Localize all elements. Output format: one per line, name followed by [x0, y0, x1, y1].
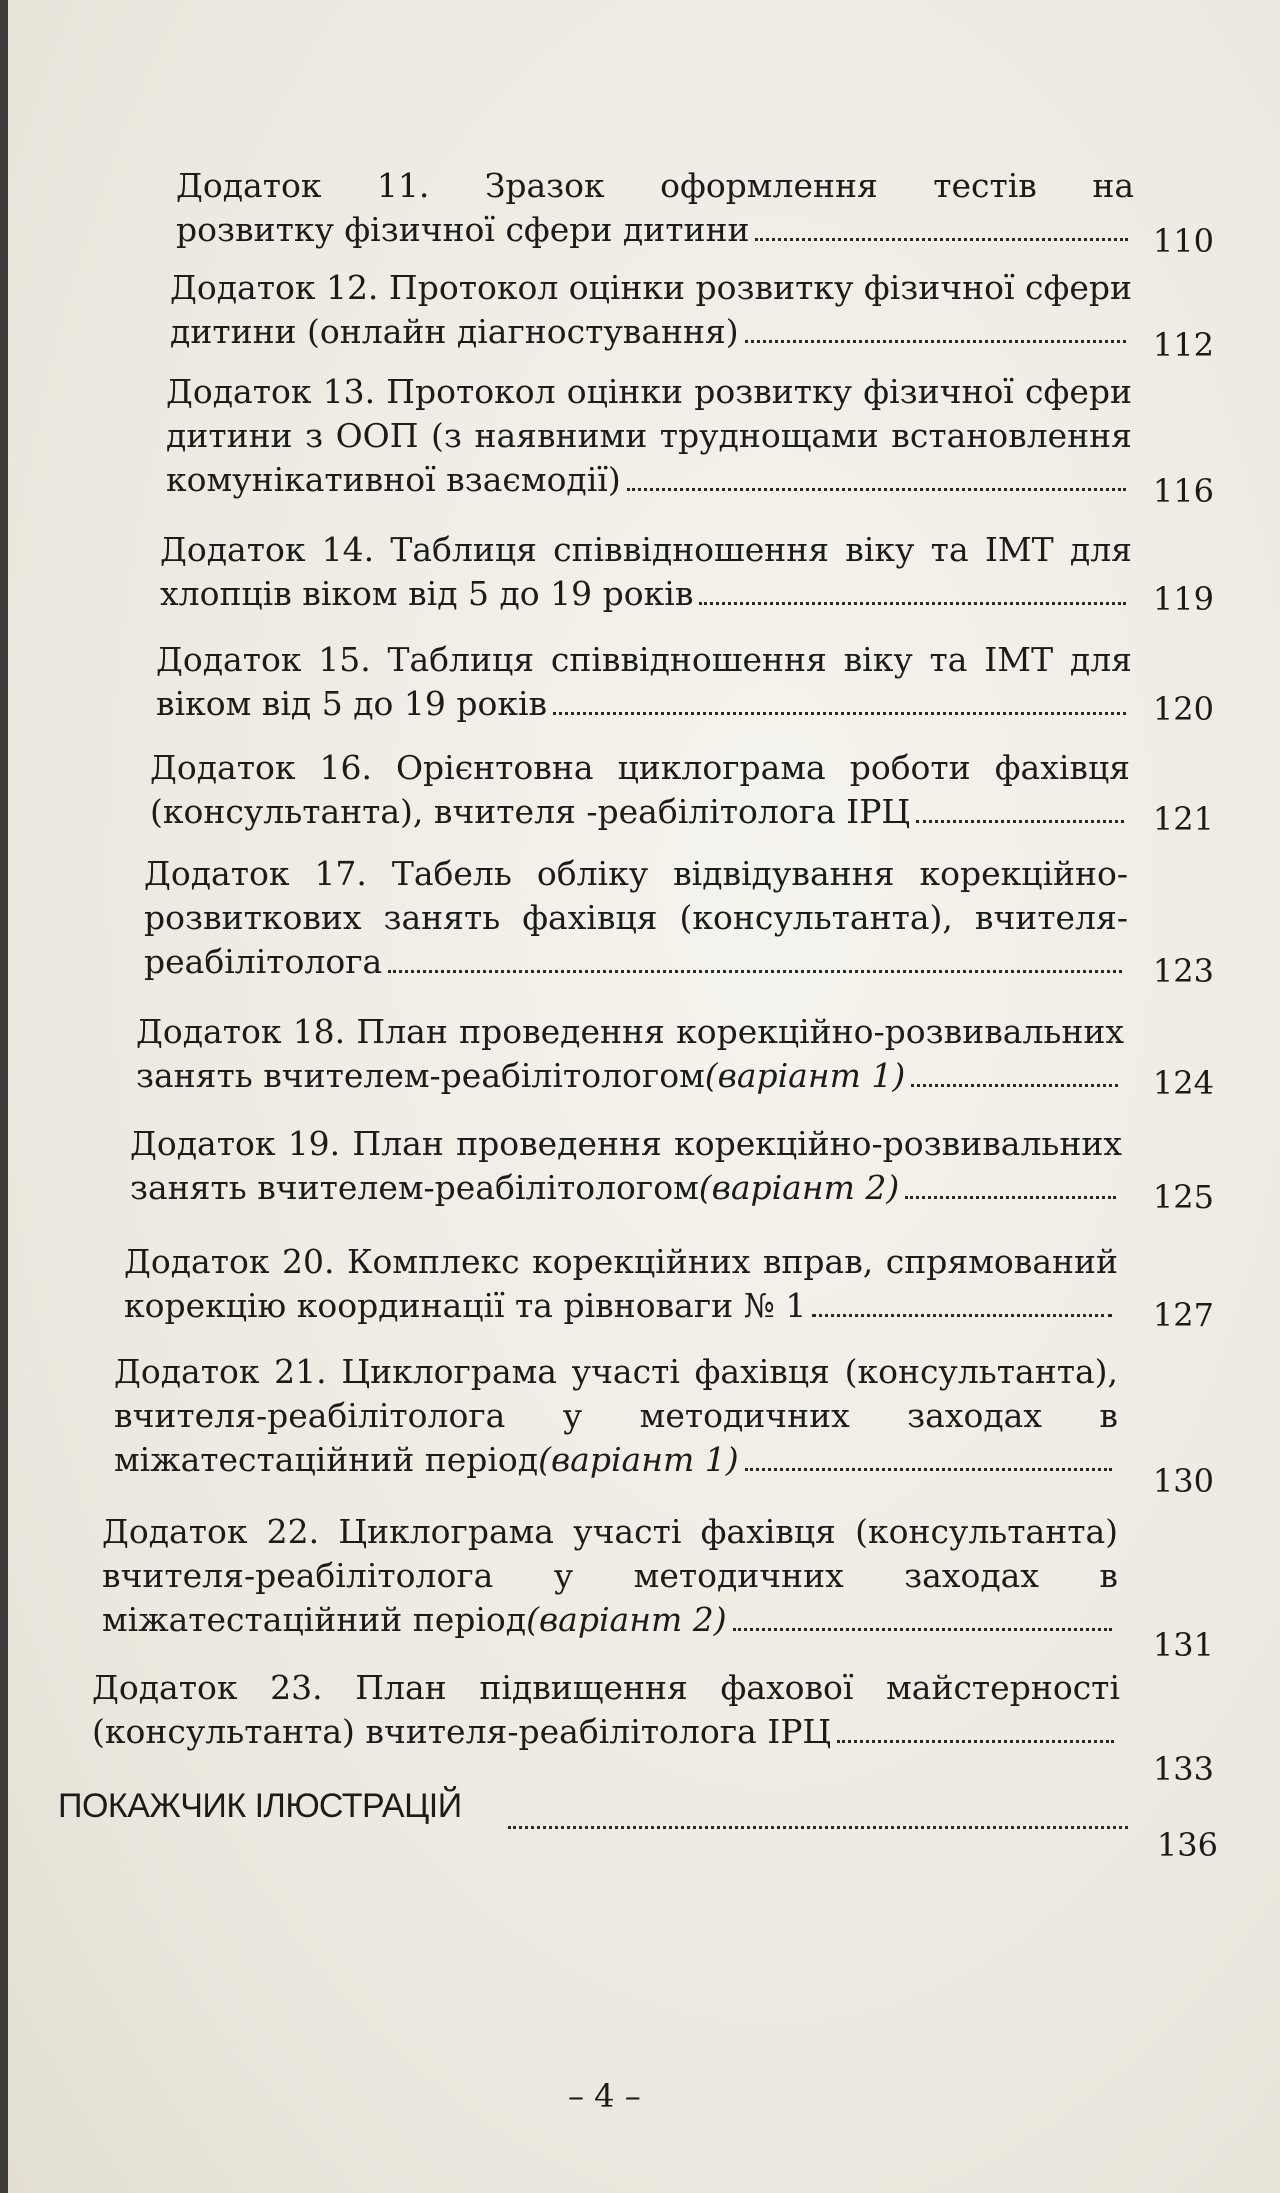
dot-leader: [553, 708, 1126, 715]
toc-page-number: 125: [1152, 1178, 1214, 1216]
toc-entry: [144, 852, 1128, 984]
toc-entry-last-line: [156, 682, 1132, 726]
toc-entry: [166, 370, 1132, 502]
toc-entry-line: Додаток 11. Зразок оформлення тестів на: [176, 166, 1134, 205]
toc-entry-text: корекцію координації та рівноваги № 1: [124, 1286, 807, 1325]
toc-entry-last-line: [166, 458, 1132, 502]
toc-page-number: 120: [1152, 690, 1214, 728]
toc-entry-last-line: [176, 208, 1134, 252]
toc-entry-variant: (варіант 2): [698, 1168, 900, 1207]
toc-entry: [150, 746, 1130, 834]
toc-entry: [114, 1350, 1118, 1482]
toc-entry-variant: (варіант 1): [704, 1056, 906, 1095]
dot-leader: [755, 234, 1128, 241]
toc-entry: [92, 1666, 1120, 1754]
toc-entry-last-line: [160, 572, 1132, 616]
toc-page-number: 119: [1152, 580, 1214, 618]
toc-page-number: 116: [1152, 472, 1214, 510]
toc-entry-line: Додаток 16. Орієнтовна циклограма роботи фахівця: [150, 748, 1130, 787]
toc-entry-text: (консультанта) вчителя-реабілітолога ІРЦ: [92, 1712, 832, 1751]
toc-entry: [102, 1510, 1118, 1642]
toc-page-number: 130: [1152, 1462, 1214, 1500]
toc-entry-line: вчителя-реабілітолога у методичних заходах в: [102, 1556, 1118, 1595]
toc-page-number: 127: [1152, 1296, 1214, 1334]
toc-entry: [136, 1010, 1124, 1098]
toc-entry-line: Додаток 14. Таблиця співвідношення віку та ІМТ для: [160, 530, 1132, 569]
toc-entry-last-line: [102, 1598, 1118, 1642]
toc-entry-last-line: [124, 1284, 1118, 1328]
section-page-number: 136: [1156, 1826, 1218, 1864]
toc-page-number: 124: [1152, 1064, 1214, 1102]
toc-entry-variant: (варіант 1): [538, 1440, 739, 1479]
toc-entry-line: Додаток 21. Циклограма участі фахівця (консультанта),: [114, 1352, 1118, 1391]
toc-entry: [160, 528, 1132, 616]
page-footer-number: – 4 –: [568, 2077, 641, 2115]
dot-leader: [627, 484, 1126, 491]
document-page: [8, 0, 1280, 2193]
toc-entry-line: Додаток 17. Табель обліку відвідування корекційно-: [144, 854, 1128, 893]
toc-entry-last-line: [170, 310, 1132, 354]
dot-leader: [812, 1310, 1112, 1317]
toc-entry-last-line: [150, 790, 1130, 834]
toc-entry-line: Додаток 23. План підвищення фахової майстерності: [92, 1668, 1120, 1707]
dot-leader: [745, 336, 1126, 343]
dot-leader: [905, 1192, 1116, 1199]
toc-entry: [176, 164, 1134, 252]
toc-entry-last-line: [144, 940, 1128, 984]
toc-page-number: 131: [1152, 1626, 1214, 1664]
toc-entry-line: Додаток 13. Протокол оцінки розвитку фізичної сфери: [166, 372, 1132, 411]
toc-entry-last-line: [130, 1166, 1122, 1210]
toc-entry-line: дитини з ООП (з наявними труднощами встановлення: [166, 416, 1132, 455]
dot-leader: [699, 598, 1126, 605]
toc-entry-line: Додаток 22. Циклограма участі фахівця (консультанта): [102, 1512, 1118, 1551]
toc-page-number: 133: [1152, 1750, 1214, 1788]
toc-page-number: 110: [1152, 222, 1214, 260]
toc-entry-variant: (варіант 2): [526, 1600, 727, 1639]
toc-entry-text: хлопців віком від 5 до 19 років: [160, 574, 694, 613]
dot-leader: [745, 1464, 1112, 1471]
dot-leader: [916, 816, 1124, 823]
toc-entry-text: міжатестаційний період: [102, 1600, 527, 1639]
toc-entry-line: Додаток 20. Комплекс корекційних вправ, спрямований: [124, 1242, 1118, 1281]
dot-leader: [837, 1736, 1114, 1743]
toc-page-number: 123: [1152, 952, 1214, 990]
dot-leader: [733, 1624, 1112, 1631]
toc-entry-line: вчителя-реабілітолога у методичних заходах в: [114, 1396, 1118, 1435]
toc-entry-last-line: [92, 1710, 1120, 1754]
toc-entry: [156, 638, 1132, 726]
toc-entry-last-line: [136, 1054, 1124, 1098]
section-dot-leader: [508, 1826, 1128, 1829]
toc-entry-text: міжатестаційний період: [114, 1440, 539, 1479]
toc-page-number: 112: [1152, 326, 1214, 364]
toc-entry-text: розвитку фізичної сфери дитини: [176, 210, 750, 249]
toc-entry: [124, 1240, 1118, 1328]
section-heading: ПОКАЖЧИК ІЛЮСТРАЦІЙ: [58, 1787, 462, 1825]
dot-leader: [911, 1080, 1118, 1087]
toc-entry-line: розвиткових занять фахівця (консультанта), вчителя-: [144, 898, 1128, 937]
toc-entry-text: віком від 5 до 19 років: [156, 684, 548, 723]
toc-entry-last-line: [114, 1438, 1118, 1482]
toc-entry-text: занять вчителем-реабілітологом: [130, 1168, 699, 1207]
toc-entry-text: (консультанта), вчителя -реабілітолога ІРЦ: [150, 792, 911, 831]
toc-entry-text: реабілітолога: [144, 942, 383, 981]
toc-entry-text: комунікативної взаємодії): [166, 460, 621, 499]
toc-entry-text: занять вчителем-реабілітологом: [136, 1056, 705, 1095]
toc-entry-line: Додаток 19. План проведення корекційно-розвивальних: [130, 1124, 1122, 1163]
toc-entry-line: Додаток 18. План проведення корекційно-розвивальних: [136, 1012, 1124, 1051]
toc-entry-text: дитини (онлайн діагностування): [170, 312, 739, 351]
toc-entry-line: Додаток 12. Протокол оцінки розвитку фізичної сфери: [170, 268, 1132, 307]
toc-entry-line: Додаток 15. Таблиця співвідношення віку та ІМТ для: [156, 640, 1132, 679]
toc-page-number: 121: [1152, 800, 1214, 838]
toc-entry: [130, 1122, 1122, 1210]
toc-entry: [170, 266, 1132, 354]
dot-leader: [388, 966, 1122, 973]
